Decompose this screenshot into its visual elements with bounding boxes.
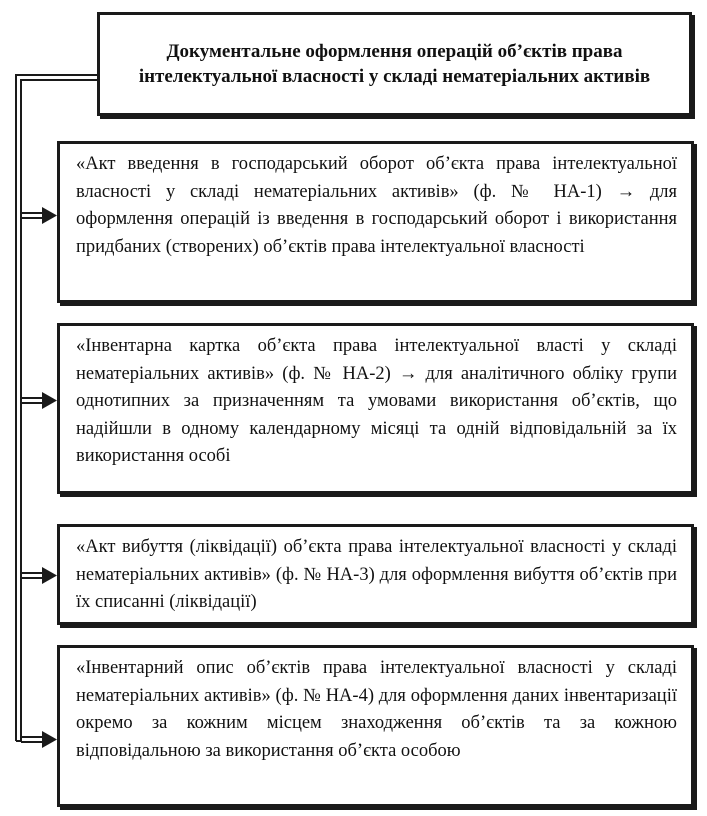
arrow-to-item-4: [21, 731, 57, 748]
document-box-na-4: [57, 645, 694, 807]
diagram-title-box: [97, 12, 692, 116]
document-description: «Інвентарний опис об’єктів права інтелектуальної власності у складі нематеріальних активів» (ф. № НА-4) для оформлення даних інвентаризації окремо за кожним місцем знаходження об’єктів та за кожною відповідальною за використання об’єкта особою: [76, 658, 677, 761]
document-box-na-3: [57, 524, 694, 625]
document-box-na-2: [57, 323, 694, 494]
document-description: «Акт вибуття (ліквідації) об’єкта права інтелектуальної власності у складі нематеріальних активів» (ф. № НА-3) для оформлення вибуття об’єктів при їх списанні (ліквідації): [76, 537, 677, 612]
arrow-to-item-3: [21, 567, 57, 584]
document-description: «Інвентарна картка об’єкта права інтелектуальної власті у складі нематеріальних активів» (ф. № НА-2) → для аналітичного обліку групи однотипних за призначенням та умовами використання об’єктів, що надійшли в одному календарному місяці та одній відповідальній за їх використання особі: [76, 336, 677, 466]
arrow-to-item-1: [21, 207, 57, 224]
document-description: «Акт введення в господарський оборот об’єкта права інтелектуальної власності у складі нематеріальних активів» (ф. № НА-1) → для оформлення операцій із введення в господарський оборот і використання придбаних (створених) об’єктів права інтелектуальної власності: [76, 154, 677, 257]
arrow-to-item-2: [21, 392, 57, 409]
diagram-title: Документальне оформлення операцій об’єктів права інтелектуальної власності у складі нематеріальних активів: [138, 41, 651, 87]
document-box-na-1: [57, 141, 694, 303]
